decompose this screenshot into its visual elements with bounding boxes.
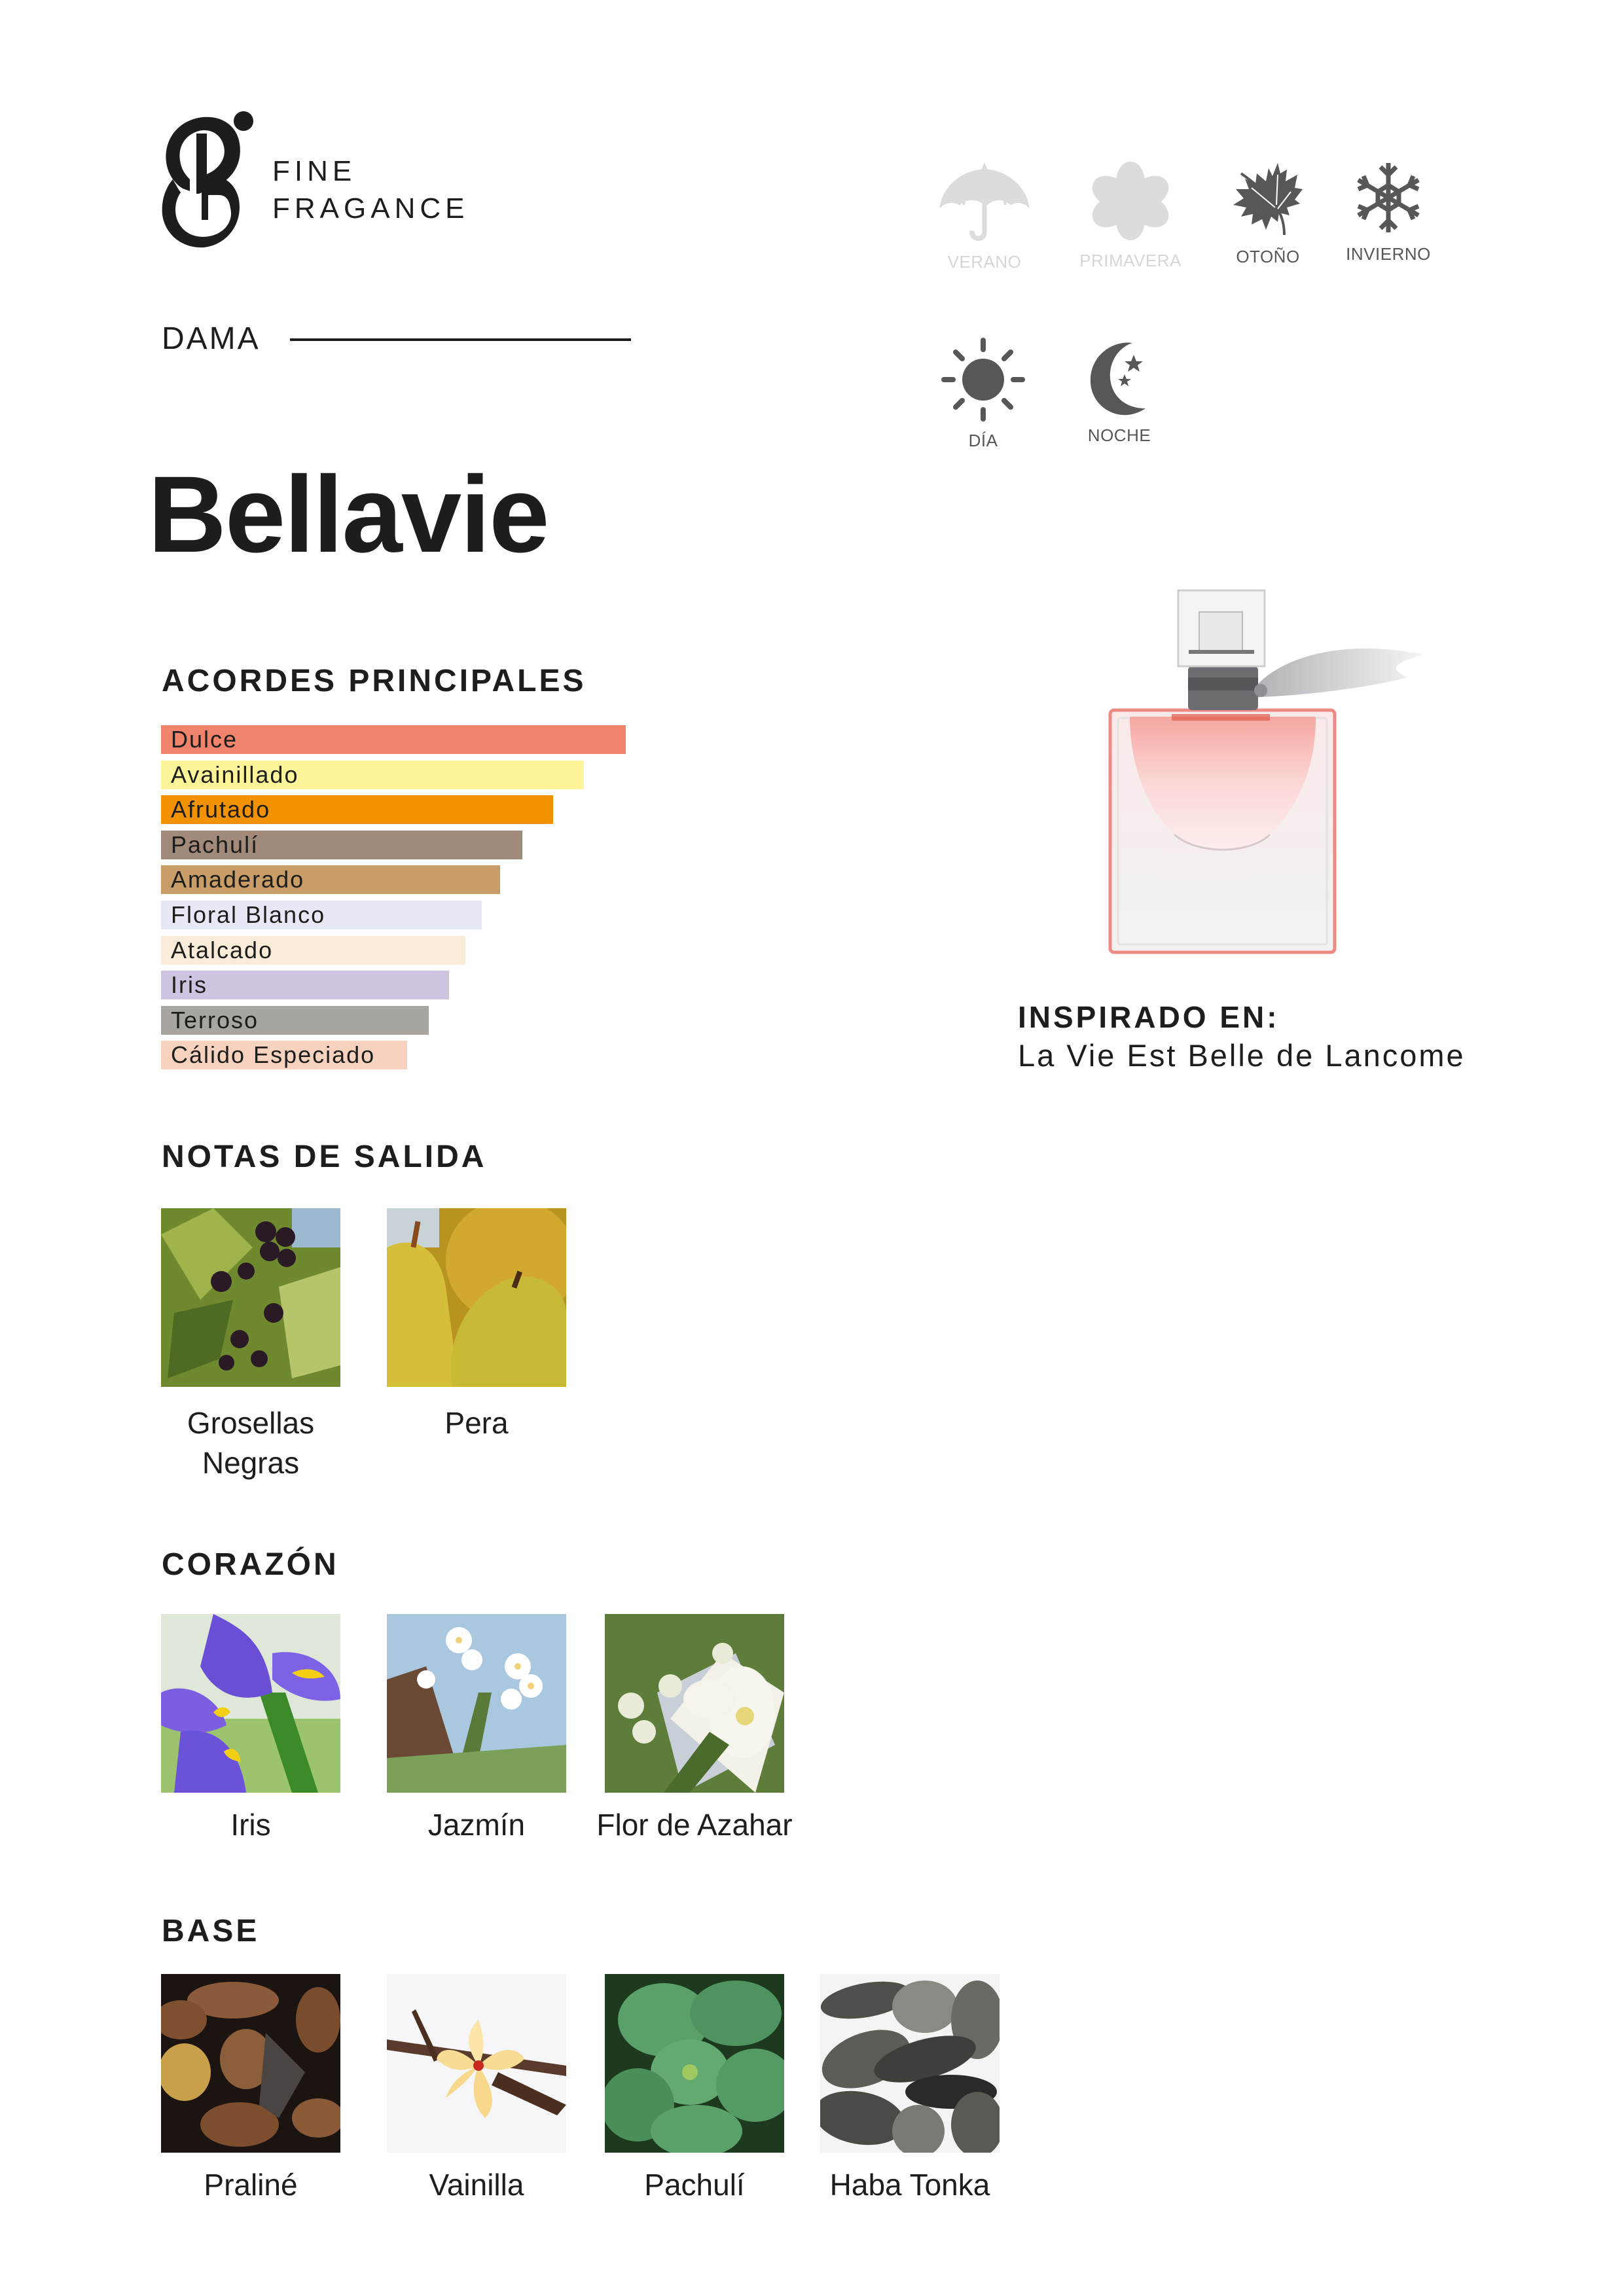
pear-icon	[387, 1208, 566, 1387]
note-card	[387, 1614, 566, 1842]
accord-bar	[161, 761, 584, 789]
top-notes-title: NOTAS DE SALIDA	[162, 1139, 487, 1174]
note-label: Jazmín	[427, 1808, 526, 1842]
note-card	[387, 1974, 566, 2202]
iris-flower-icon	[161, 1614, 340, 1793]
patchouli-leaf-icon	[605, 1974, 784, 2153]
accords-title: ACORDES PRINCIPALES	[162, 664, 586, 698]
note-card	[605, 1974, 784, 2202]
heart-notes-title: CORAZÓN	[162, 1547, 339, 1582]
note-label-line1: Grosellas	[187, 1406, 315, 1440]
jasmine-photo	[387, 1614, 566, 1793]
season-otono	[1202, 162, 1333, 265]
blackcurrant-photo	[161, 1208, 340, 1387]
accord-bar	[161, 795, 553, 824]
note-card	[161, 1614, 340, 1842]
season-label: OTOÑO	[1236, 247, 1300, 266]
praline-icon	[161, 1974, 340, 2153]
base-notes-title: BASE	[162, 1914, 260, 1948]
moon-stars-icon	[1087, 340, 1152, 418]
season-label: INVIERNO	[1346, 244, 1431, 264]
accord-bar	[161, 1006, 429, 1035]
brand-logo	[161, 110, 256, 268]
accord-label: Floral Blanco	[171, 901, 326, 928]
perfume-bottle-icon	[1106, 586, 1434, 959]
note-label: Pachulí	[644, 2168, 745, 2202]
inspired-title: INSPIRADO EN:	[1018, 1000, 1280, 1034]
note-card	[387, 1208, 566, 1440]
note-card	[820, 1974, 1000, 2202]
note-card	[161, 1974, 340, 2202]
brand-name-line1: FINE	[272, 155, 357, 187]
accord-label: Amaderado	[171, 866, 305, 893]
note-label	[122, 1403, 380, 1483]
orange-blossom-icon	[605, 1614, 784, 1793]
blackcurrant-icon	[161, 1208, 340, 1387]
accord-label: Avainillado	[171, 761, 299, 788]
flower-icon	[1091, 162, 1170, 240]
accord-bar	[161, 971, 449, 999]
snowflake-icon	[1356, 162, 1421, 234]
accord-label: Cálido Especiado	[171, 1041, 376, 1069]
season-primavera	[1065, 162, 1196, 269]
accord-label: Dulce	[171, 726, 238, 753]
season-label: VERANO	[947, 252, 1022, 272]
go-logo-icon	[161, 110, 256, 268]
praline-photo	[161, 1974, 340, 2153]
note-label-line2: Negras	[202, 1446, 300, 1480]
note-label: Iris	[230, 1808, 271, 1842]
vanilla-photo	[387, 1974, 566, 2153]
umbrella-icon	[939, 162, 1030, 242]
category-label: DAMA	[162, 321, 261, 356]
perfume-bottle-image	[1106, 586, 1434, 959]
accord-label: Pachulí	[171, 831, 259, 858]
time-dia	[918, 338, 1049, 449]
product-title: Bellavie	[148, 454, 549, 575]
sun-icon	[941, 338, 1025, 422]
accord-label: Iris	[171, 971, 208, 999]
iris-photo	[161, 1614, 340, 1793]
orange-blossom-photo	[605, 1614, 784, 1793]
time-label: DÍA	[968, 431, 998, 450]
accord-bar	[161, 901, 482, 929]
note-label: Vainilla	[429, 2168, 524, 2202]
season-verano	[919, 162, 1050, 270]
accord-label: Atalcado	[171, 936, 274, 963]
note-card	[596, 1614, 793, 1842]
note-label: Praliné	[204, 2168, 298, 2202]
maple-leaf-icon	[1232, 162, 1304, 236]
inspired-value: La Vie Est Belle de Lancome	[1018, 1038, 1466, 1073]
accord-bar	[161, 725, 626, 754]
accord-label: Afrutado	[171, 796, 271, 823]
patchouli-photo	[605, 1974, 784, 2153]
jasmine-flower-icon	[387, 1614, 566, 1793]
vanilla-flower-icon	[387, 1974, 566, 2153]
accords-chart	[161, 725, 632, 1076]
accord-bar	[161, 831, 522, 859]
season-invierno	[1323, 162, 1454, 262]
note-label	[348, 1403, 605, 1443]
note-label: Flor de Azahar	[596, 1808, 793, 1842]
note-label: Haba Tonka	[829, 2168, 990, 2202]
note-card	[161, 1208, 340, 1480]
tonka-bean-photo	[820, 1974, 1000, 2153]
brand-name-line2: FRAGANCE	[272, 192, 469, 224]
note-label-line1: Pera	[444, 1406, 509, 1440]
tonka-bean-icon	[820, 1974, 1000, 2153]
category-divider	[290, 338, 631, 341]
pear-photo	[387, 1208, 566, 1387]
time-noche	[1054, 340, 1185, 444]
accord-bar	[161, 865, 500, 894]
time-label: NOCHE	[1087, 425, 1151, 445]
accord-bar	[161, 1041, 407, 1069]
accord-bar	[161, 936, 465, 965]
season-label: PRIMAVERA	[1079, 251, 1182, 270]
accord-label: Terroso	[171, 1006, 259, 1033]
